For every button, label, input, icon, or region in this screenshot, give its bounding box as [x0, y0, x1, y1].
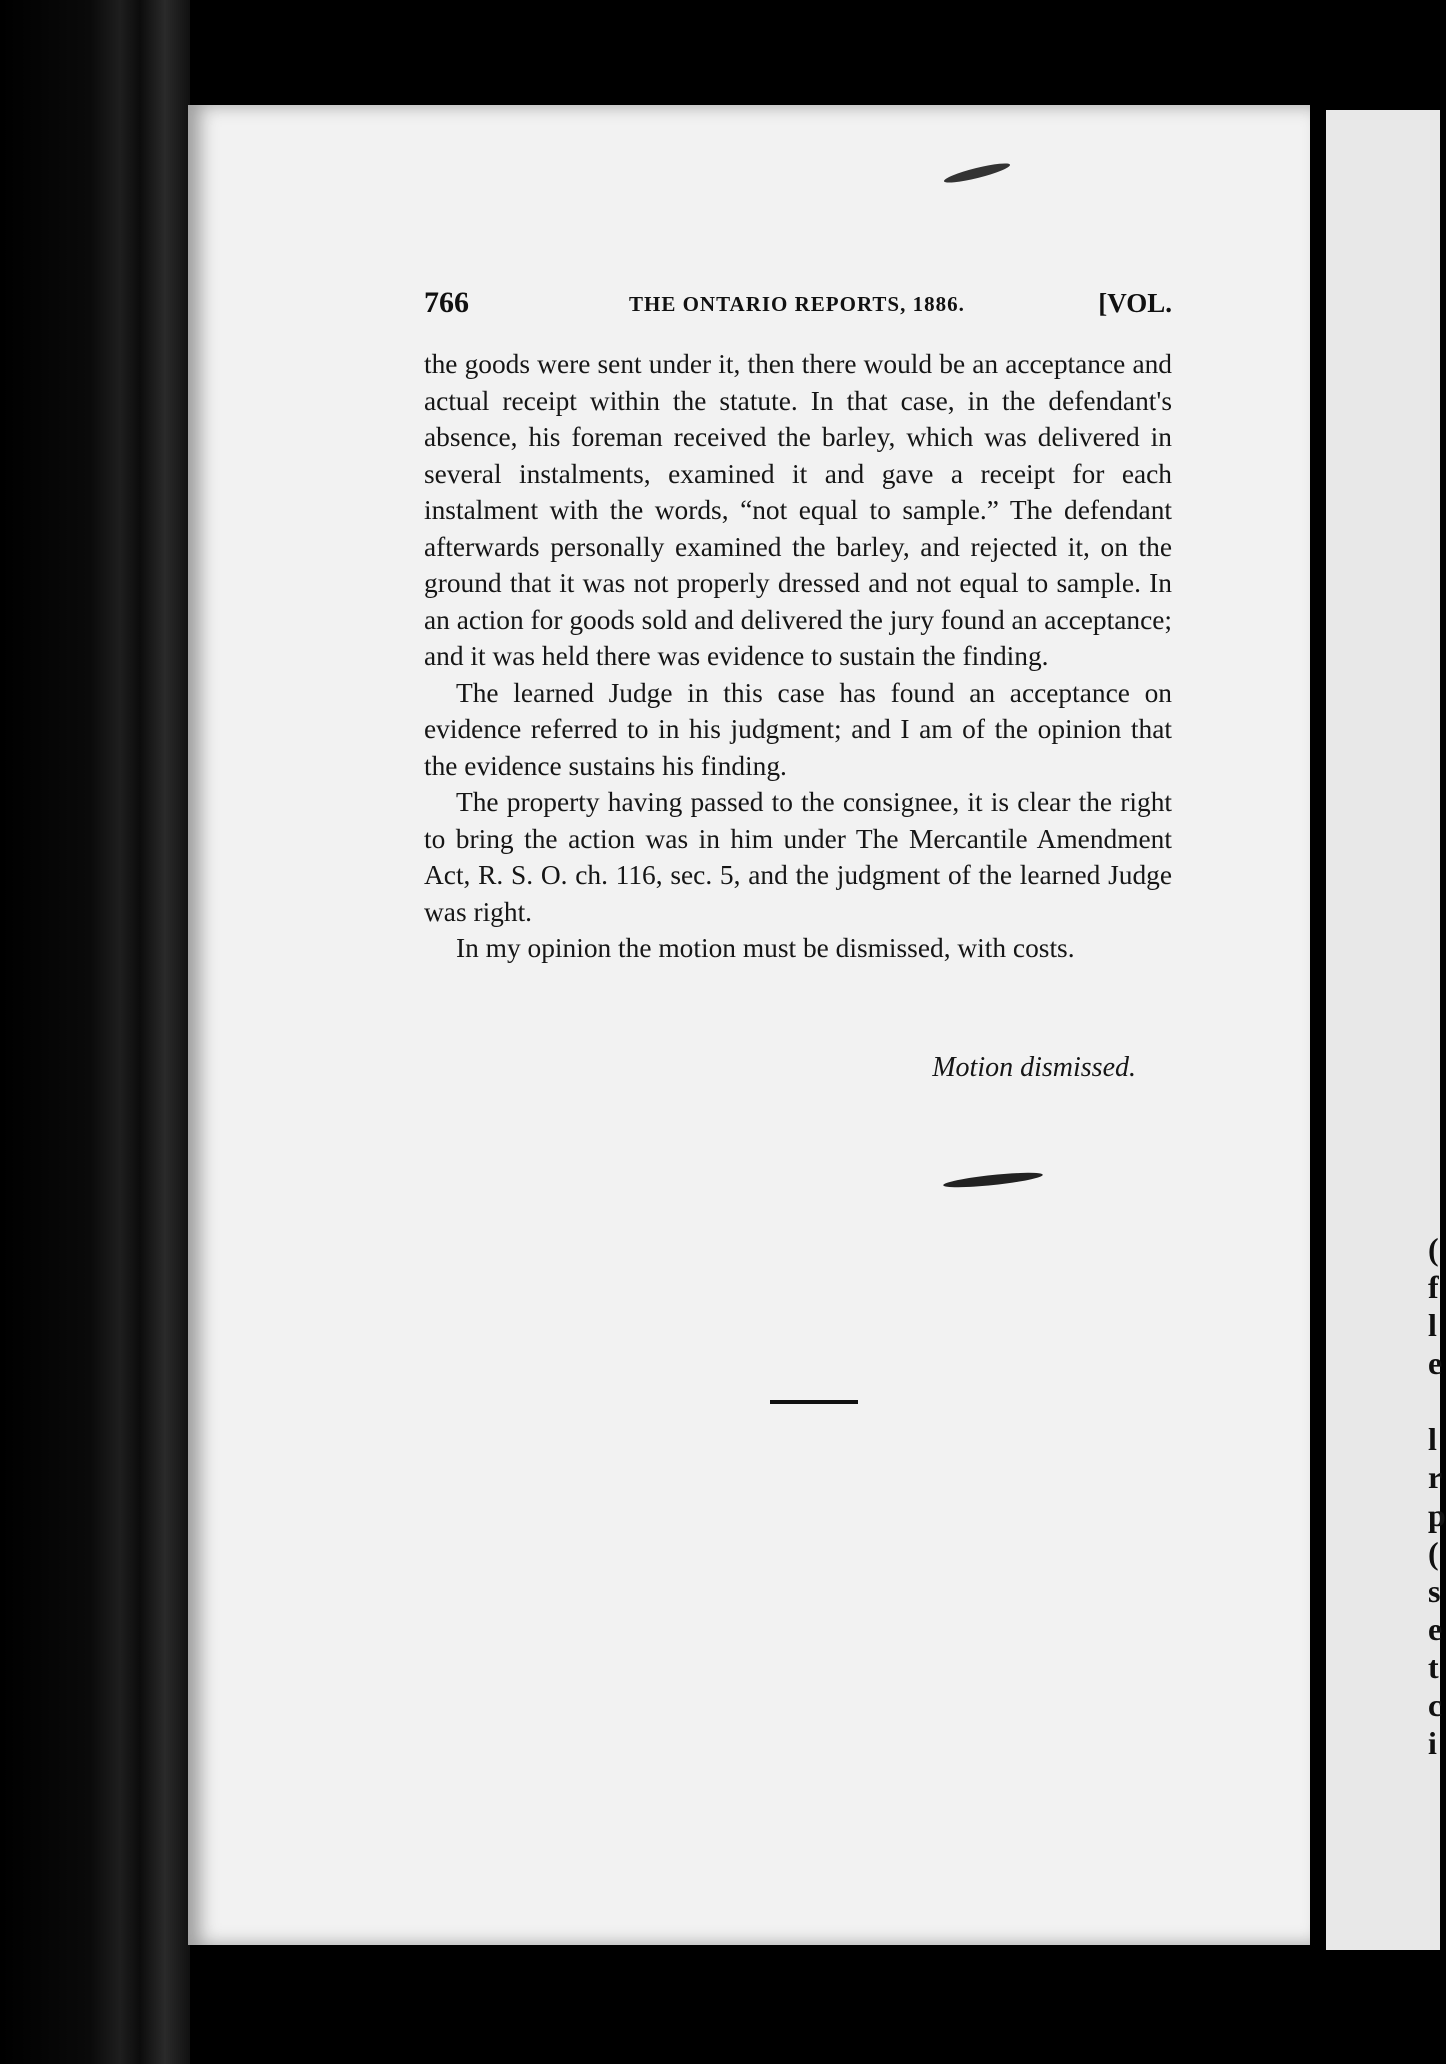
facing-letter: (: [1428, 1231, 1439, 1267]
facing-letter: r: [1428, 1459, 1443, 1495]
body-text: [424, 346, 1172, 967]
facing-letter: s: [1428, 1573, 1441, 1609]
closing-disposition: Motion dismissed.: [932, 1052, 1136, 1083]
facing-letter: (: [1428, 1535, 1439, 1571]
facing-letter: l: [1428, 1421, 1437, 1457]
facing-page: [1326, 110, 1446, 1950]
book-binding: [0, 0, 190, 2064]
running-title: THE ONTARIO REPORTS, 1886.: [629, 292, 965, 316]
facing-letter: c: [1428, 1687, 1443, 1723]
facing-page-letters: [1428, 1230, 1446, 1762]
facing-letter: e: [1428, 1611, 1443, 1647]
facing-letter: [1428, 1382, 1442, 1420]
facing-letter: e: [1428, 1345, 1443, 1381]
paragraph: The learned Judge in this case has found an acceptance on evidence referred to in his judgment; and I am of the opinion that the evidence sustains his finding.: [424, 677, 1172, 781]
facing-letter: l: [1428, 1307, 1437, 1343]
paragraph: the goods were sent under it, then there would be an acceptance and actual receipt within the statute. In that case, in the defendant's absence, his foreman received the barley, which was delivered in several instalments, examined it and gave a receipt for each instalment with the words, “not equal to sample.” The defendant afterwards personally examined the barley, and rejected it, on the ground that it was not properly dressed and not equal to sample. In an action for goods sold and delivered the jury found an acceptance; and it was held there was evidence to sustain the finding.: [424, 349, 1172, 671]
page-header: [424, 286, 1172, 330]
page-number: 766: [424, 286, 469, 319]
facing-letter: p: [1428, 1497, 1446, 1533]
volume-label: [VOL.: [1098, 288, 1172, 318]
section-rule: [770, 1400, 858, 1404]
facing-letter: f: [1428, 1269, 1439, 1305]
paragraph: The property having passed to the consignee, it is clear the right to bring the action was in him under The Mercantile Amendment Act, R. S. O. ch. 116, sec. 5, and the judgment of the learned Judge was right.: [424, 787, 1172, 927]
paragraph: In my opinion the motion must be dismissed, with costs.: [456, 933, 1075, 963]
facing-letter: t: [1428, 1649, 1439, 1685]
facing-letter: i: [1428, 1725, 1437, 1761]
